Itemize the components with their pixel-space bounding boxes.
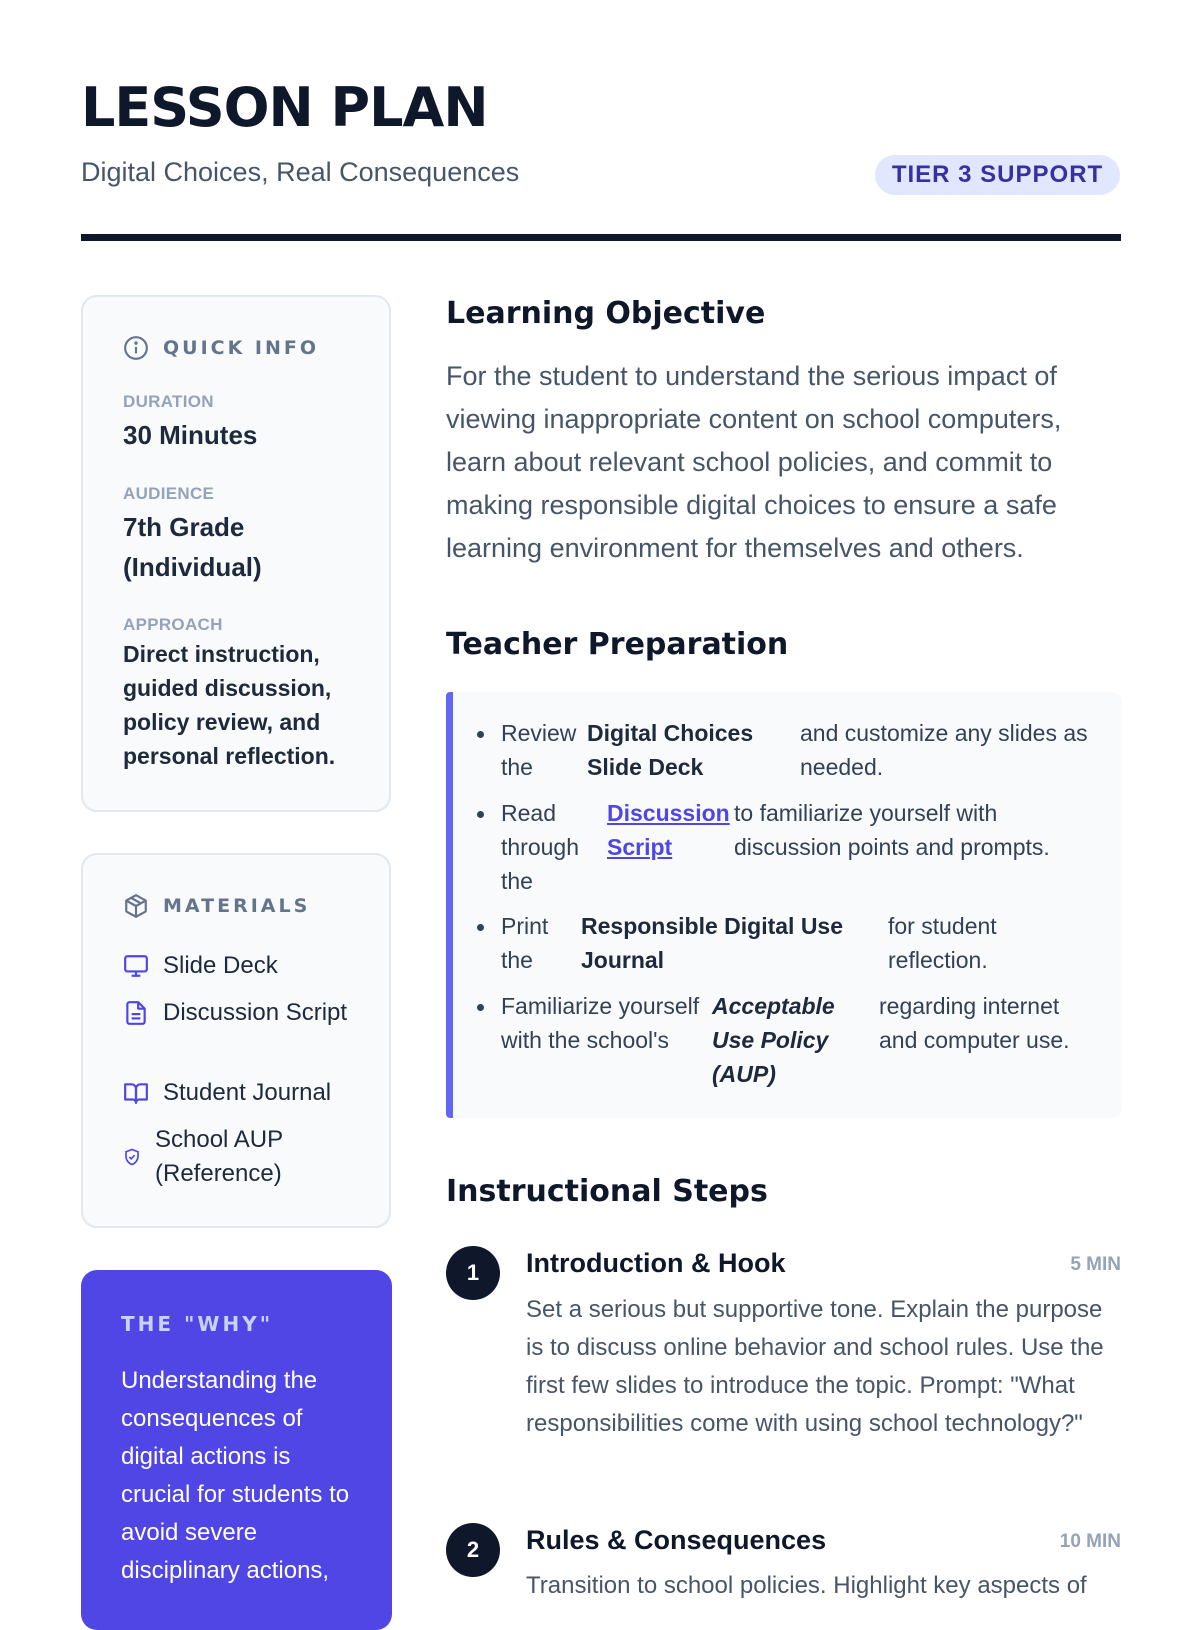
step-title: Introduction & Hook: [526, 1248, 786, 1278]
audience-value: 7th Grade (Individual): [123, 512, 262, 582]
prep-item: [501, 909, 1068, 977]
material-label: School AUP (Reference): [155, 1126, 283, 1187]
step-number: 1: [446, 1246, 500, 1300]
step-description: Transition to school policies. Highlight key aspects of: [526, 1572, 1087, 1599]
approach-label: APPROACH: [123, 615, 223, 634]
info-icon: [123, 335, 149, 361]
bullet: [477, 811, 484, 818]
why-card: [81, 1270, 392, 1630]
prep-item: [501, 796, 1094, 898]
monitor-icon: [123, 953, 149, 979]
step-description: Set a serious but supportive tone. Explain the purpose is to discuss online behavior and school rules. Use the first few slides to introduce the topic. Prompt: "What responsibilities come with using school technology?": [526, 1296, 1104, 1437]
prep-item-text: to familiarize yourself with discussion points and prompts.: [734, 800, 1050, 860]
step-time: 10 MIN: [1059, 1531, 1121, 1552]
objective-text: For the student to understand the serious impact of viewing inappropriate content on school computers, learn about relevant school policies, and commit to making responsible digital choices to ensure a safe learning environment for themselves and others.: [446, 361, 1062, 563]
steps-heading: Instructional Steps: [446, 1174, 768, 1209]
prep-heading: Teacher Preparation: [446, 627, 789, 662]
prep-item-text: Read through the: [501, 800, 580, 894]
header-divider: [81, 234, 1121, 241]
duration-value: 30 Minutes: [123, 420, 258, 450]
bullet: [477, 924, 484, 931]
discussion-script-link[interactable]: Discussion Script: [607, 800, 730, 860]
quick-info-heading: QUICK INFO: [163, 337, 320, 359]
prep-item-text: for student reflection.: [888, 913, 997, 973]
prep-item-key: Responsible Digital Use Journal: [581, 913, 844, 973]
step-number: 2: [446, 1523, 500, 1577]
why-heading: THE "WHY": [121, 1312, 274, 1336]
objective-heading: Learning Objective: [446, 296, 766, 331]
prep-item: [501, 716, 1090, 784]
materials-heading: MATERIALS: [163, 895, 311, 917]
material-label: Slide Deck: [163, 952, 278, 979]
prep-item-text: Review the: [501, 720, 577, 780]
material-item: [123, 996, 363, 1030]
prep-item-key: Acceptable Use Policy (AUP): [712, 993, 835, 1087]
audience-label: AUDIENCE: [123, 484, 215, 503]
quick-info-card: [81, 295, 391, 812]
approach-value: Direct instruction, guided discussion, policy review, and personal reflection.: [123, 641, 336, 769]
bullet: [477, 731, 484, 738]
prep-item-key: Digital Choices Slide Deck: [587, 720, 754, 780]
prep-item-text: Familiarize yourself with the school's: [501, 993, 700, 1053]
page-title: LESSON PLAN: [81, 76, 488, 139]
material-label: Student Journal: [163, 1079, 332, 1106]
step-time: 5 MIN: [1070, 1254, 1121, 1275]
package-icon: [123, 893, 149, 919]
tier-badge: TIER 3 SUPPORT: [875, 155, 1120, 195]
material-item: [123, 1076, 363, 1110]
material-item: [123, 1123, 363, 1191]
prep-item-text: and customize any slides as needed.: [800, 720, 1088, 780]
quick-info-header: [123, 335, 319, 361]
bullet: [477, 1004, 484, 1011]
duration-label: DURATION: [123, 392, 214, 411]
shield-icon: [123, 1144, 141, 1170]
document-icon: [123, 1000, 149, 1026]
prep-item-text: regarding internet and computer use.: [879, 993, 1070, 1053]
material-item: [123, 949, 363, 983]
materials-header: [123, 893, 310, 919]
why-text: Understanding the consequences of digital actions is crucial for students to avoid severe disciplinary actions,: [121, 1367, 350, 1584]
prep-item: [501, 989, 1094, 1091]
page-subtitle: Digital Choices, Real Consequences: [81, 157, 520, 187]
step-title: Rules & Consequences: [526, 1525, 827, 1555]
material-label: Discussion Script: [163, 999, 348, 1026]
prep-item-text: Print the: [501, 913, 549, 973]
book-icon: [123, 1080, 149, 1106]
materials-card: [81, 853, 391, 1228]
prep-list: [446, 692, 1122, 1118]
